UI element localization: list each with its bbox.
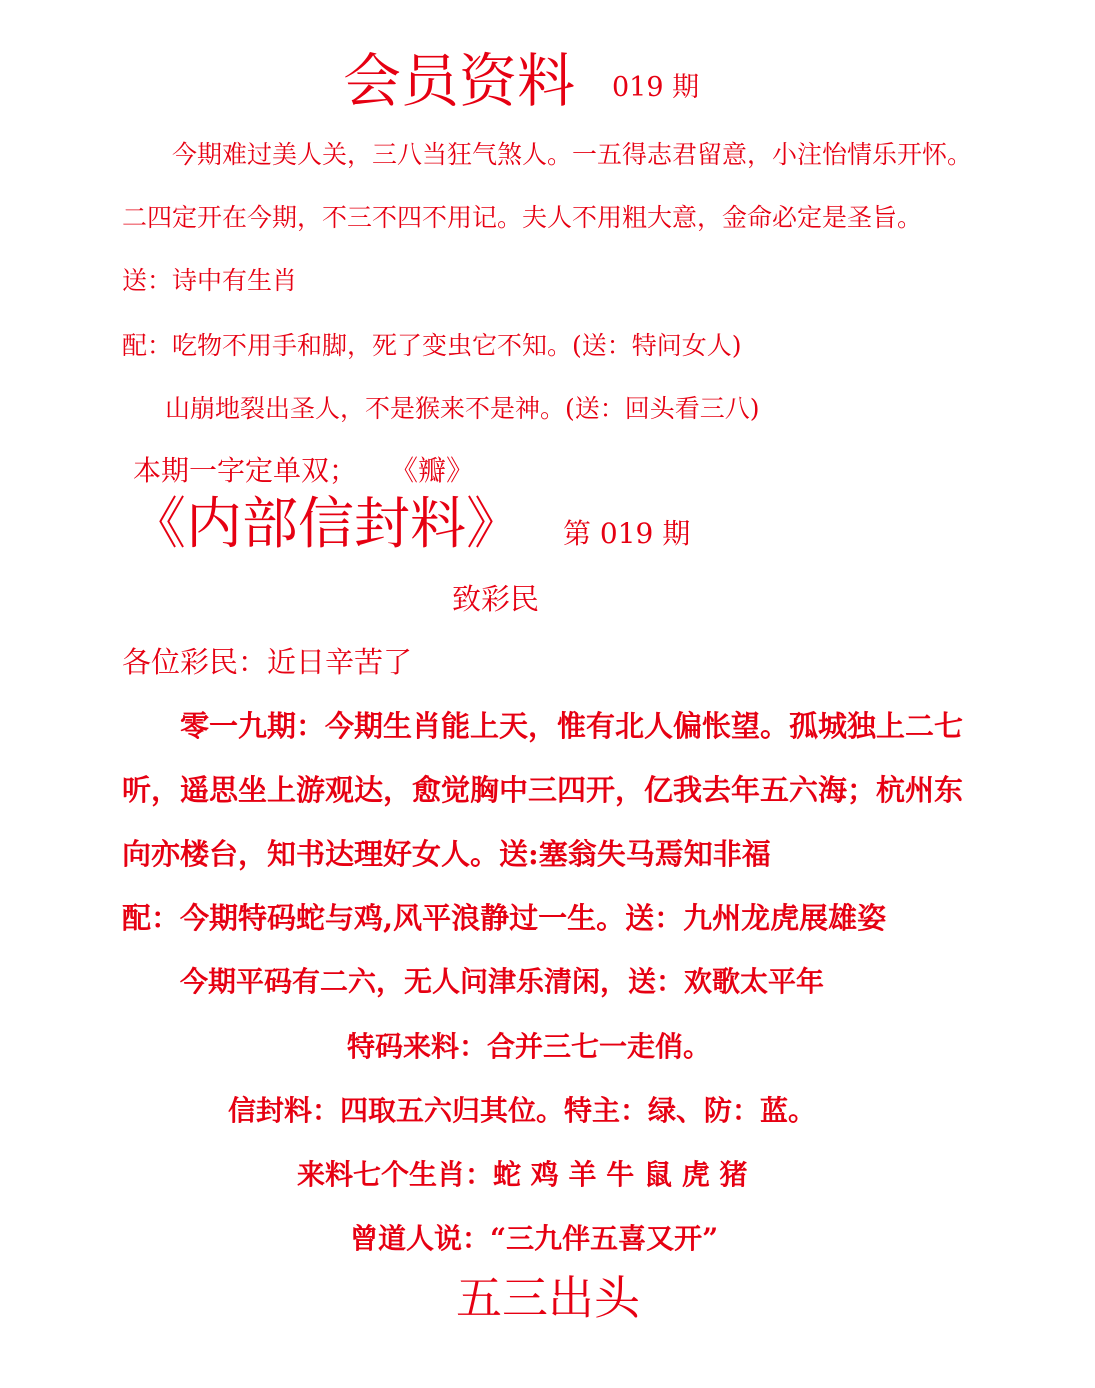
headline: 五三出头 <box>456 1271 640 1325</box>
body-line-1: 零一九期：今期生肖能上天，惟有北人偏怅望。孤城独上二七 <box>180 709 964 743</box>
poem-line-1: 今期难过美人关，三八当狂气煞人。一五得志君留意，小注怡情乐开怀。 <box>172 140 973 169</box>
special-code-line: 特码来料：合并三七一走俏。 <box>347 1030 712 1063</box>
to-lottery-players: 致彩民 <box>452 582 540 616</box>
greeting: 各位彩民：近日辛苦了 <box>122 645 413 679</box>
body-line-2: 听，遥思坐上游观达，愈觉胸中三四开，亿我去年五六海；杭州东 <box>122 773 964 807</box>
poem-gift: 送：诗中有生肖 <box>122 266 298 295</box>
taoist-says-line: 曾道人说：“三九伴五喜又开” <box>350 1222 719 1255</box>
pair-line-1: 配：吃物不用手和脚，死了变虫它不知。(送：特问女人) <box>122 331 742 360</box>
pair-line-2: 山崩地裂出圣人，不是猴来不是神。(送：回头看三八) <box>165 394 760 423</box>
flat-code-line: 今期平码有二六，无人问津乐清闲，送：欢歌太平年 <box>180 965 825 998</box>
odd-even-label: 本期一字定单双； <box>133 454 358 487</box>
poem-line-2: 二四定开在今期，不三不四不用记。夫人不用粗大意，金命必定是圣旨。 <box>122 203 923 232</box>
pair-line: 配：今期特码蛇与鸡,风平浪静过一生。送：九州龙虎展雄姿 <box>122 901 887 935</box>
seven-zodiacs-line: 来料七个生肖：蛇 鸡 羊 牛 鼠 虎 猪 <box>297 1158 748 1191</box>
member-data-issue: 019 期 <box>612 72 700 103</box>
envelope-issue: 第 019 期 <box>563 517 691 550</box>
odd-even-word: 《瓣》 <box>390 454 475 487</box>
envelope-material-line: 信封料：四取五六归其位。特主：绿、防：蓝。 <box>228 1094 817 1127</box>
envelope-title: 《内部信封料》 <box>130 492 522 557</box>
member-data-title: 会员资料 <box>343 47 576 115</box>
body-line-3: 向亦楼台，知书达理好女人。送:塞翁失马焉知非福 <box>122 837 771 871</box>
